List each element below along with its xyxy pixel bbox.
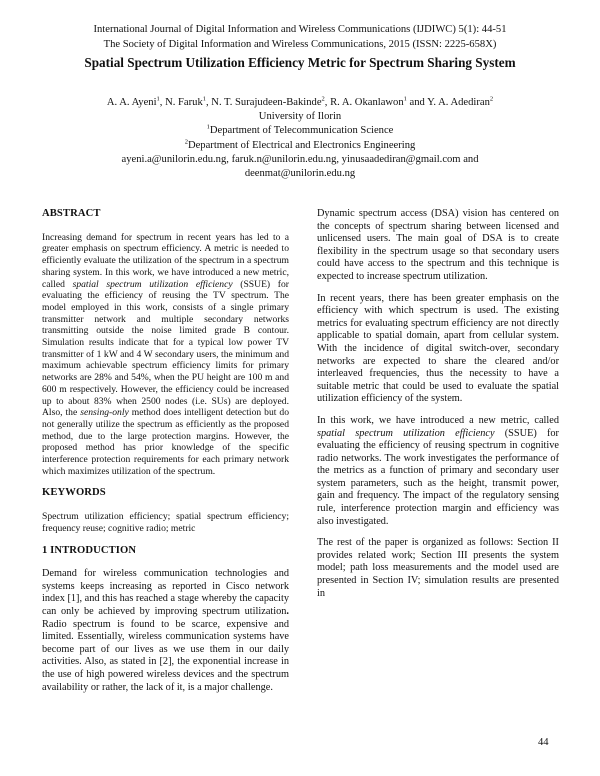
intro-paragraph-3: In this work, we have introduced a new metric, called spatial spectrum utilization efficiency (SSUE) for evaluating the efficiency of reusing spectrum in cognitive radio networks. The work investigates the performance of the metrics as a function of primary and secondary user system parameters, such as the height, transmit power, gain and frequency. The impact of the regulatory sensing rule, interference protection margin and efficiency was also investigated. (317, 414, 559, 527)
author-affiliation-mark: 1 (202, 95, 206, 103)
intro-paragraph-2: In recent years, there has been greater emphasis on the efficiency with which spectrum is used. The existing metrics for evaluating spectrum efficiency are not directly applicable to spatial domain, apart from cellular system. With the incidence of digital switch-over, secondary networks are expected to share the cleared and/or interleaved frequencies, thus the necessity to have a suitable metric that could be used to evaluate the spatial utilization efficiency of the system. (317, 292, 559, 405)
university: University of Ilorin (258, 111, 342, 123)
author-emails-line1: ayeni.a@unilorin.edu.ng, faruk.n@unilorin.edu.ng, yinusaadediran@gmail.com and (121, 153, 479, 165)
author-affiliation-mark: 1 (403, 95, 407, 103)
intro-paragraph-1: Demand for wireless communication technologies and systems keeps increasing as reported in Cisco network index [1], and this has reached a stage whereby the capacity can only be achieved by improving spectrum utilization. Radio spectrum is found to be scarce, expensive and limited. Essentially, wireless communication systems have become part of our lives as we use them in our daily activities. Also, as stated in [2], the exponential increase in the use of high powered wireless devices and the spectrum availability or rather, the lack of it, is a major challenge. (42, 568, 289, 693)
page-number: 44 (538, 737, 549, 748)
author-emails-line2: deenmat@unilorin.edu.ng (244, 168, 356, 180)
abstract-heading: ABSTRACT (42, 208, 101, 219)
intro-paragraph-4: The rest of the paper is organized as follows: Section II provides related work; Section III presents the system model; path loss measurements and the model used are presented in Section IV; simulation results are presented in (317, 537, 559, 599)
department-2: $^2$Department of Electrical and Electronics Engineering (184, 138, 416, 151)
paper-title: Spatial Spectrum Utilization Efficiency Metric for Spectrum Sharing System (84, 55, 516, 70)
left-column (42, 208, 289, 703)
keywords-heading: KEYWORDS (42, 487, 106, 499)
journal-header-line2: The Society of Digital Information and Wireless Communications, 2015 (ISSN: 2225-658X) (103, 39, 497, 50)
author-affiliation-mark: 2 (489, 95, 494, 103)
right-column (317, 208, 559, 609)
author-name: R. A. Okanlawon (330, 97, 404, 108)
abstract-paragraph: Increasing demand for spectrum in recent years has led to a greater emphasis on spectrum efficiency. A metric is needed to efficiently evaluate the utilization of the spectrum in a spectrum sharing system. In this work, we have introduced a new metric, called spatial spectrum utilization efficiency (SSUE) for evaluating the efficiency of reusing the TV spectrum. The model employed in this work, consists of a single primary transmitter network and multiple secondary networks transmitting outside the noise limited grade B contour. Simulation results indicate that for a typical low power TV transmitter of 1 kW and 4 W secondary users, the minimum and maximum achievable spectrum efficiency limits for primary networks are 28% and 54%, when the PU height are 100 m and 600 m respectively. However, the efficiency could be increased up to about 83% when 2500 nodes (i.e. SUs) are deployed. Also, the sensing-only method does intelligent detection but do not generally utilize the spectrum as efficiently as the proposed method, due to the large protection margins. However, the proposed method has prior knowledge of the specific interference protection requirements for each primary network which maximizes utilization of the spectrum. (42, 231, 290, 477)
author-names: A. A. Ayeni$^1$, N. Faruk$^1$, N. T. Surajudeen-Bakinde$^2$, R. A. Okanlawon$^1$ and Y. A. Adediran$^2$ (106, 95, 494, 108)
keywords-text: Spectrum utilization efficiency; spatial spectrum efficiency; frequency reuse; cognitive radio; metric (42, 511, 289, 534)
intro-paragraph-1-continued: Dynamic spectrum access (DSA) vision has centered on the concepts of spectrum sharing between licensed and unlicensed users. The main goal of DSA is to create flexibility in the spectrum usage so that secondary users could have access to the spectrum and this technique is expected to increase spectrum utilization. (317, 208, 559, 282)
author-block (0, 96, 600, 181)
author-affiliation-mark: 1 (156, 95, 160, 103)
author-name: Y. A. Adediran (427, 97, 490, 108)
journal-header-line1: International Journal of Digital Information and Wireless Communications (IJDIWC) 5(1): 44-51 (93, 24, 507, 35)
introduction-heading: 1 INTRODUCTION (42, 544, 137, 556)
author-name: N. Faruk (165, 97, 203, 108)
author-name: N. T. Surajudeen-Bakinde (211, 97, 322, 108)
author-affiliation-mark: 2 (321, 95, 325, 103)
department-1: $^1$Department of Telecommunication Science (206, 123, 394, 137)
author-name: A. A. Ayeni (106, 97, 157, 108)
